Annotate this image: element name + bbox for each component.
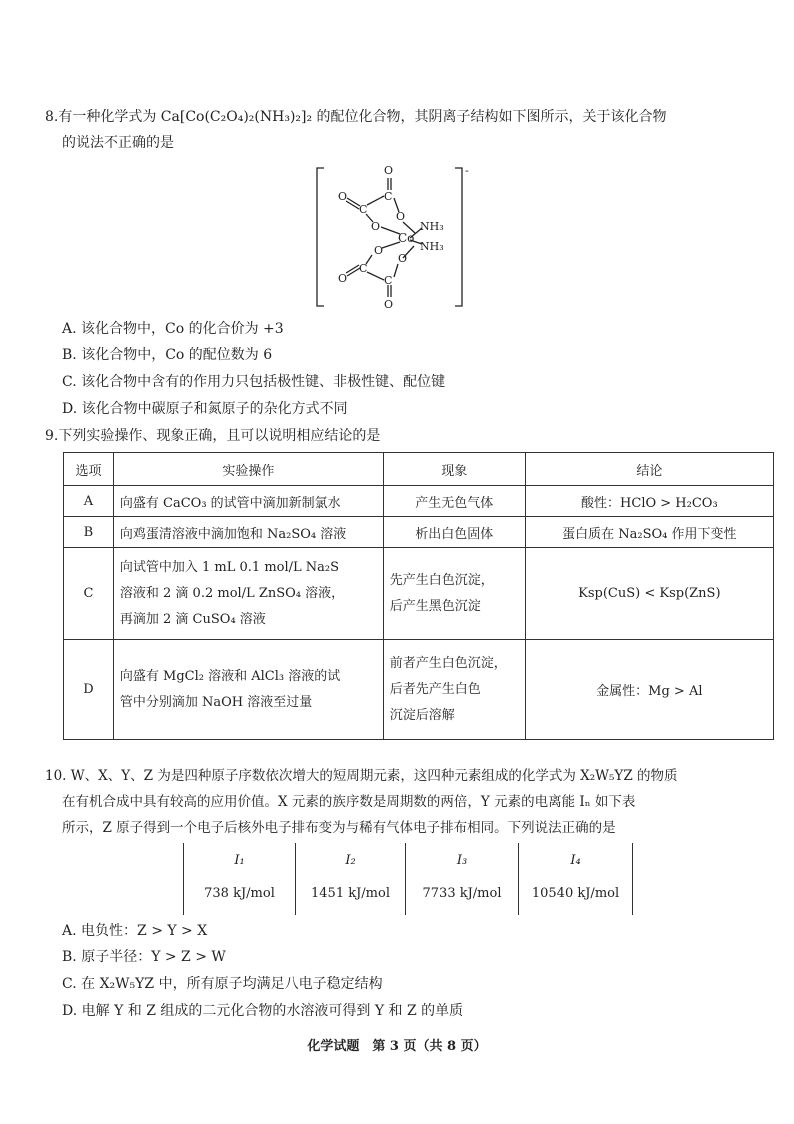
experiment-table (63, 452, 774, 740)
row-d-phenomenon-line2: 后者先产生白色 (389, 681, 481, 697)
right-bracket (455, 168, 462, 306)
row-d-operation (113, 640, 383, 740)
row-b-conclusion: 蛋白质在 Na₂SO₄ 作用下变性 (525, 517, 773, 548)
row-a-option: A (64, 486, 114, 517)
row-c-option: C (64, 548, 114, 640)
table-row-b (64, 517, 774, 548)
atom-o-left-bot: O (338, 272, 348, 285)
q8-stem-line2: 的说法不正确的是 (62, 135, 174, 151)
row-a-phenomenon: 产生无色气体 (383, 486, 525, 517)
row-d-phenomenon-line1: 前者产生白色沉淀， (389, 655, 507, 671)
table-row-a (64, 486, 774, 517)
atom-c-top2: C (359, 203, 368, 216)
row-c-operation-line1: 向试管中加入 1 mL 0.1 mol/L Na₂S (119, 559, 340, 575)
ligand-nh3-1: NH₃ (420, 220, 444, 233)
row-b-phenomenon: 析出白色固体 (383, 517, 525, 548)
q8-option-c: C. 该化合物中含有的作用力只包括极性键、非极性键、配位键 (62, 374, 446, 390)
atom-o-top: O (384, 164, 394, 177)
table-header-row (64, 453, 774, 486)
row-c-operation-line3: 再滴加 2 滴 CuSO₄ 溶液 (119, 611, 266, 627)
ie-column-2 (296, 843, 405, 915)
header-operation: 实验操作 (113, 453, 383, 486)
row-d-operation-line2: 管中分别滴加 NaOH 溶液至过量 (119, 694, 313, 710)
row-b-operation: 向鸡蛋清溶液中滴加饱和 Na₂SO₄ 溶液 (113, 517, 383, 548)
ie-header-3: I₃ (456, 853, 468, 868)
ligand-nh3-2: NH₃ (420, 240, 444, 253)
q10-option-b: B. 原子半径：Y > Z > W (62, 949, 226, 965)
row-d-option: D (64, 640, 114, 740)
row-c-operation-line2: 溶液和 2 滴 0.2 mol/L ZnSO₄ 溶液， (119, 585, 345, 601)
left-bracket (317, 168, 324, 306)
row-d-phenomenon-line3: 沉淀后溶解 (389, 707, 455, 723)
page-footer: 化学试题 第 3 页（共 8 页） (307, 1039, 487, 1054)
q10-option-c: C. 在 X₂W₅YZ 中，所有原子均满足八电子稳定结构 (62, 976, 383, 992)
ie-value-3: 7733 kJ/mol (422, 886, 502, 901)
row-d-phenomenon (383, 640, 525, 740)
row-c-phenomenon-line2: 后产生黑色沉淀 (389, 598, 481, 614)
q9-stem: 9.下列实验操作、现象正确，且可以说明相应结论的是 (45, 428, 381, 444)
ie-column-4 (519, 843, 632, 915)
header-conclusion: 结论 (525, 453, 773, 486)
q10-option-a: A. 电负性：Z > Y > X (62, 923, 208, 939)
ie-table-right-border (632, 843, 633, 915)
ie-value-1: 738 kJ/mol (204, 886, 275, 901)
row-a-conclusion: 酸性：HClO > H₂CO₃ (525, 486, 773, 517)
atom-c-top1: C (384, 190, 393, 203)
header-option: 选项 (64, 453, 114, 486)
ie-column-1 (184, 843, 295, 915)
ie-header-2: I₂ (345, 853, 356, 868)
ie-column-3 (406, 843, 518, 915)
atom-o-bot: O (384, 298, 394, 310)
atom-c-bot1: C (359, 262, 368, 275)
q8-option-d: D. 该化合物中碳原子和氮原子的杂化方式不同 (62, 401, 348, 417)
row-c-operation (113, 548, 383, 640)
charge-label: - (465, 164, 469, 177)
anion-structure-diagram (310, 160, 490, 310)
q10-option-d: D. 电解 Y 和 Z 组成的二元化合物的水溶液可得到 Y 和 Z 的单质 (62, 1003, 464, 1019)
atom-o-top-co: O (396, 210, 406, 223)
q8-stem-line1: 8.有一种化学式为 Ca[Co(C₂O₄)₂(NH₃)₂]₂ 的配位化合物，其阴离子结构如下图所示，关于该化合物 (45, 109, 667, 125)
row-c-phenomenon-line1: 先产生白色沉淀， (389, 572, 494, 588)
atom-co: Co (398, 231, 415, 245)
q10-stem-line2: 在有机合成中具有较高的应用价值。X 元素的族序数是周期数的两倍，Y 元素的电离能 Iₙ 如下表 (62, 794, 636, 810)
atom-o-bot-co2: O (398, 252, 408, 265)
atom-o-bot-co: O (374, 244, 384, 257)
q8-option-a: A. 该化合物中，Co 的化合价为 +3 (62, 321, 284, 337)
ie-header-4: I₄ (570, 853, 581, 868)
row-c-phenomenon (383, 548, 525, 640)
row-d-conclusion: 金属性：Mg > Al (525, 640, 773, 740)
ie-value-2: 1451 kJ/mol (311, 886, 390, 901)
q8-option-b: B. 该化合物中，Co 的配位数为 6 (62, 347, 273, 363)
q10-stem-line3: 所示，Z 原子得到一个电子后核外电子排布变为与稀有气体电子排布相同。下列说法正确的是 (62, 820, 616, 836)
row-b-option: B (64, 517, 114, 548)
atom-o-top-co2: O (371, 220, 381, 233)
ie-header-1: I₁ (234, 853, 245, 868)
table-row-d (64, 640, 774, 740)
ie-value-4: 10540 kJ/mol (531, 886, 620, 901)
row-c-conclusion: Ksp(CuS) < Ksp(ZnS) (525, 548, 773, 640)
table-row-c (64, 548, 774, 640)
row-d-operation-line1: 向盛有 MgCl₂ 溶液和 AlCl₃ 溶液的试 (119, 668, 341, 684)
atom-c-bot2: C (384, 274, 393, 287)
atom-o-left-top: O (338, 190, 348, 203)
q10-stem-line1: 10. W、X、Y、Z 为是四种原子序数依次增大的短周期元素，这四种元素组成的化学式为 X₂W₅YZ 的物质 (45, 768, 678, 784)
header-phenomenon: 现象 (383, 453, 525, 486)
row-a-operation: 向盛有 CaCO₃ 的试管中滴加新制氯水 (113, 486, 383, 517)
